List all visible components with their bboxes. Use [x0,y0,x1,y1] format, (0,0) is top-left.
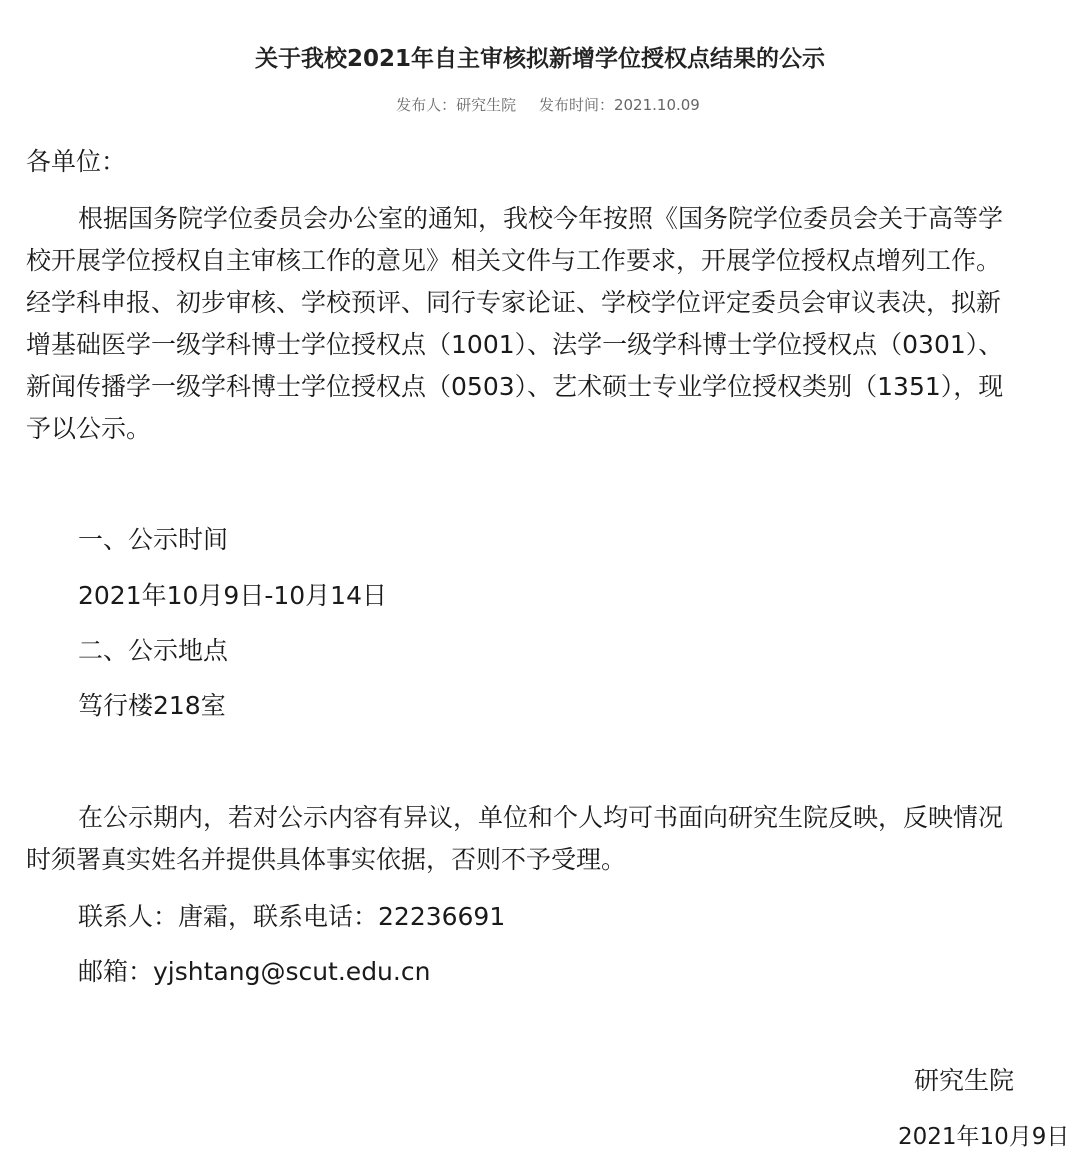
intro-line: 增基础医学一级学科博士学位授权点（1001）、法学一级学科博士学位授权点（0301）、 [26,330,1004,359]
email-info: 邮箱：yjshtang@scut.edu.cn [78,957,431,986]
contact-info: 联系人：唐霜，联系电话：22236691 [78,902,506,931]
signature-department: 研究生院 [914,1066,1015,1095]
publisher: 发布人：研究生院 [396,96,517,114]
section-time-heading: 一、公示时间 [78,525,229,554]
signature-date: 2021年10月9日 [898,1124,1070,1150]
objection-line: 时须署真实姓名并提供具体事实依据，否则不予受理。 [26,845,627,874]
section-time-value: 2021年10月9日-10月14日 [78,581,387,610]
intro-line: 根据国务院学位委员会办公室的通知，我校今年按照《国务院学位委员会关于高等学 [78,204,1004,233]
notice-meta [0,94,1080,115]
publish-time: 发布时间：2021.10.09 [538,96,700,114]
intro-line: 新闻传播学一级学科博士学位授权点（0503）、艺术硕士专业学位授权类别（1351），现 [26,372,1004,401]
section-place-value: 笃行楼218室 [78,691,226,720]
intro-line: 校开展学位授权自主审核工作的意见》相关文件与工作要求，开展学位授权点增列工作。 [26,246,1002,275]
salutation: 各单位： [26,147,127,176]
notice-title: 关于我校2021年自主审核拟新增学位授权点结果的公示 [254,46,825,72]
intro-line: 予以公示。 [26,414,152,443]
intro-line: 经学科申报、初步审核、学校预评、同行专家论证、学校学位评定委员会审议表决，拟新 [26,288,1002,317]
objection-line: 在公示期内，若对公示内容有异议，单位和个人均可书面向研究生院反映，反映情况 [78,803,1004,832]
section-place-heading: 二、公示地点 [78,636,229,665]
